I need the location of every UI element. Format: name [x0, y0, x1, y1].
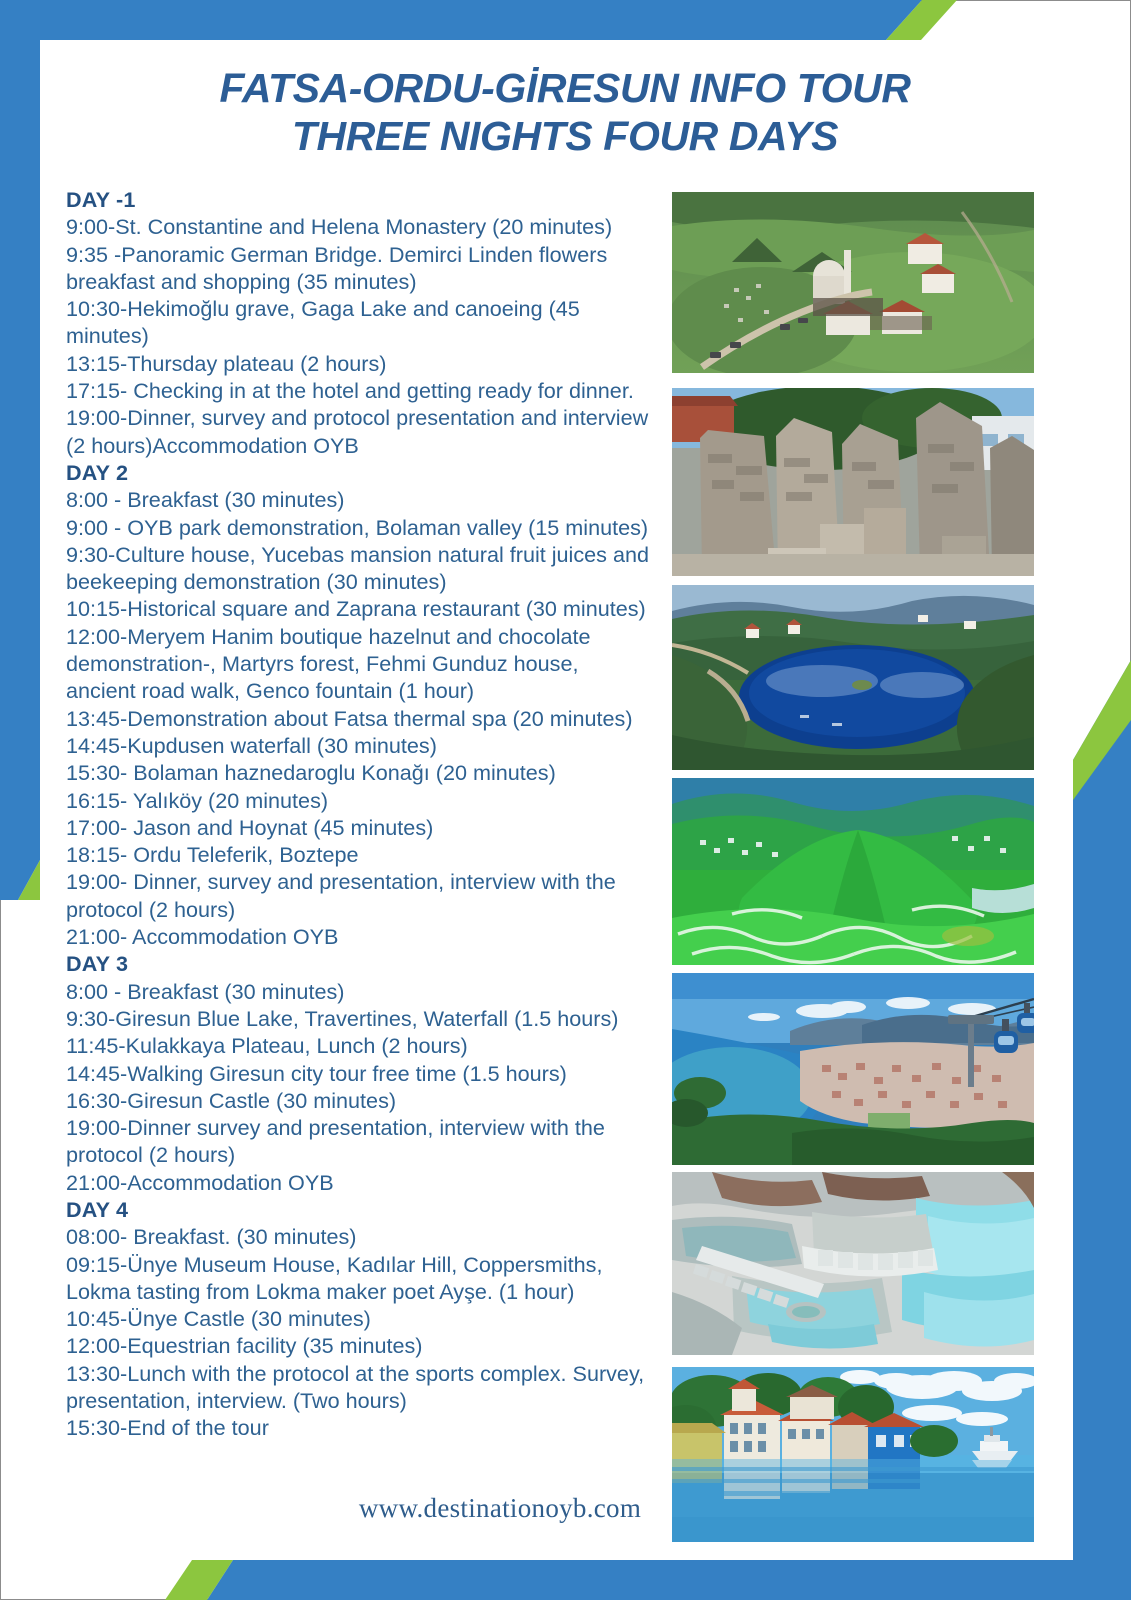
title-line-1: FATSA-ORDU-GİRESUN INFO TOUR: [219, 65, 911, 111]
itinerary-entry: 14:45-Walking Giresun city tour free time (1.5 hours): [66, 1060, 567, 1086]
itinerary-entry: 15:30-End of the tour: [66, 1415, 269, 1441]
ancient-ruins-photo: [672, 388, 1034, 576]
itinerary-entry: 13:45-Demonstration about Fatsa thermal spa (20 minutes): [66, 705, 633, 731]
itinerary-entry: 17:00- Jason and Hoynat (45 minutes): [66, 814, 434, 840]
itinerary-entry: 18:15- Ordu Teleferik, Boztepe: [66, 842, 359, 868]
itinerary-entry: 19:00-Dinner survey and presentation, interview with the protocol (2 hours): [66, 1115, 605, 1168]
ordu-boztepe-cablecar-photo: [672, 973, 1034, 1165]
itinerary-entry: 12:00-Equestrian facility (35 minutes): [66, 1333, 423, 1359]
itinerary-entry: 8:00 - Breakfast (30 minutes): [66, 978, 345, 1004]
itinerary-entry: 9:35 -Panoramic German Bridge. Demirci Linden flowers breakfast and shopping (35 minutes): [66, 241, 608, 294]
itinerary-entry: 08:00- Breakfast. (30 minutes): [66, 1224, 357, 1250]
itinerary-entry: 9:00 - OYB park demonstration, Bolaman valley (15 minutes): [66, 514, 649, 540]
itinerary-entry: 11:45-Kulakkaya Plateau, Lunch (2 hours): [66, 1033, 468, 1059]
itinerary-entry: 15:30- Bolaman haznedaroglu Konağı (20 minutes): [66, 760, 556, 786]
itinerary-entry: 10:45-Ünye Castle (30 minutes): [66, 1306, 371, 1332]
day-heading: DAY 2: [66, 459, 129, 485]
itinerary-entry: 8:00 - Breakfast (30 minutes): [66, 487, 345, 513]
itinerary-entry: 21:00- Accommodation OYB: [66, 924, 339, 950]
itinerary-entry: 14:45-Kupdusen waterfall (30 minutes): [66, 732, 437, 758]
itinerary-list: [66, 186, 652, 1442]
waterfront-houses-photo: [672, 1367, 1034, 1542]
green-plateau-photo: [672, 778, 1034, 965]
itinerary-entry: 21:00-Accommodation OYB: [66, 1169, 334, 1195]
itinerary-entry: 10:15-Historical square and Zaprana restaurant (30 minutes): [66, 596, 646, 622]
itinerary-entry: 9:30-Culture house, Yucebas mansion natural fruit juices and beekeeping demonstration (30 minutes): [66, 541, 649, 595]
itinerary-entry: 10:30-Hekimoğlu grave, Gaga Lake and canoeing (45 minutes): [66, 296, 580, 349]
itinerary-entry: 19:00-Dinner, survey and protocol presentation and interview (2 hours)Accommodation OYB: [66, 405, 649, 458]
travertines-photo: [672, 1172, 1034, 1355]
itinerary-entry: 09:15-Ünye Museum House, Kadılar Hill, Coppersmiths, Lokma tasting from Lokma maker poet Ayşe. (1 hour): [66, 1251, 603, 1304]
itinerary-entry: 9:00-St. Constantine and Helena Monastery (20 minutes): [66, 214, 613, 240]
itinerary-entry: 13:15-Thursday plateau (2 hours): [66, 350, 387, 376]
itinerary-entry: 16:15- Yalıköy (20 minutes): [66, 787, 329, 813]
day-heading: DAY -1: [66, 187, 136, 212]
gaga-lake-photo: [672, 585, 1034, 770]
itinerary-entry: 13:30-Lunch with the protocol at the sports complex. Survey, presentation, interview. (Two hours): [66, 1360, 645, 1414]
page-title: [60, 64, 1070, 160]
day-heading: DAY 3: [66, 951, 129, 977]
itinerary-entry: 12:00-Meryem Hanim boutique hazelnut and chocolate demonstration-, Martyrs forest, Fehmi Gunduz house, ancient road walk, Genco fountain (1 hour): [66, 623, 591, 704]
itinerary-entry: 19:00- Dinner, survey and presentation, interview with the protocol (2 hours): [66, 869, 616, 922]
itinerary-entry: 17:15- Checking in at the hotel and getting ready for dinner.: [66, 378, 634, 404]
itinerary-entry: 9:30-Giresun Blue Lake, Travertines, Waterfall (1.5 hours): [66, 1005, 619, 1031]
day-heading: DAY 4: [66, 1196, 129, 1222]
title-line-2: THREE NIGHTS FOUR DAYS: [291, 113, 839, 159]
website-url: www.destinationoyb.com: [358, 1493, 642, 1523]
itinerary-entry: 16:30-Giresun Castle (30 minutes): [66, 1087, 397, 1113]
monastery-aerial-photo: [672, 192, 1034, 373]
